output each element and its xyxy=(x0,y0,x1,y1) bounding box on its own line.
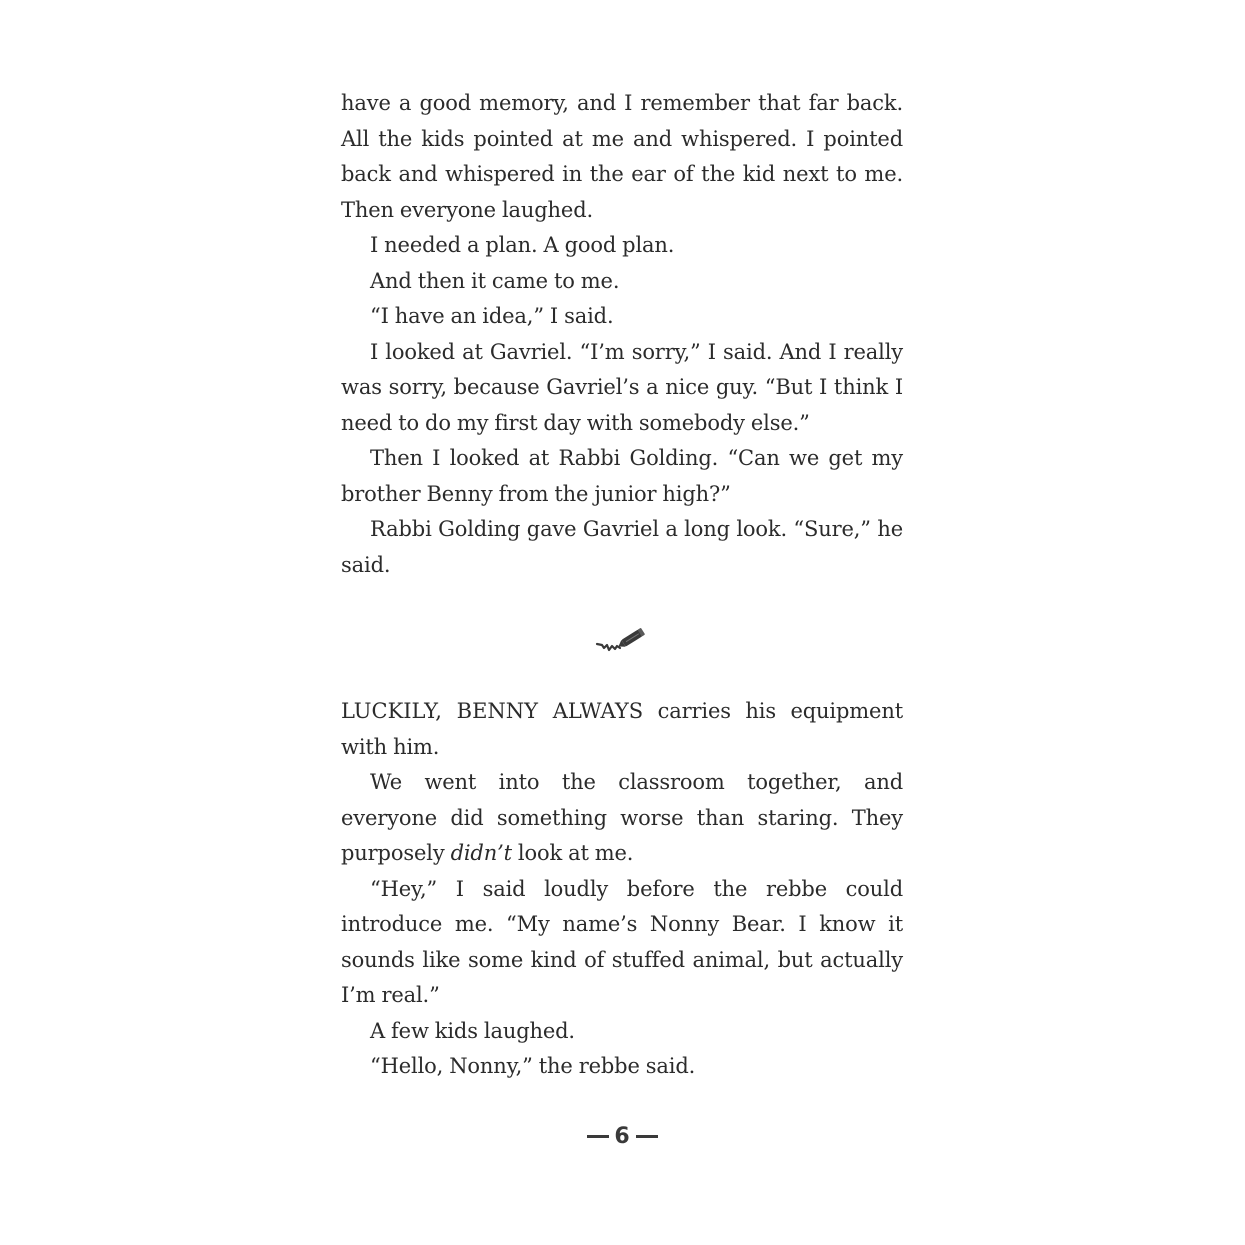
paragraph: “Hello, Nonny,” the rebbe said. xyxy=(370,1054,696,1078)
folio-dash-left xyxy=(587,1135,609,1138)
paragraph: A few kids laughed. xyxy=(370,1018,575,1043)
paragraph: Rabbi Golding gave Gavriel a long look. “Sure,” he said. xyxy=(341,517,903,577)
paragraph-text: We went into the classroom together, and everyone did something worse than staring. They purposely xyxy=(341,770,903,865)
text-block-one xyxy=(341,86,903,583)
paragraph: I needed a plan. A good plan. xyxy=(370,233,675,257)
paragraph: And then it came to me. xyxy=(370,268,620,293)
paragraph xyxy=(341,765,903,872)
page-number-folio xyxy=(0,1124,1245,1149)
paragraph: “I have an idea,” I said. xyxy=(370,304,614,328)
paragraph-continued: have a good memory, and I remember that far back. All the kids pointed at me and whispered. I pointed back and whispered in the ear of the kid next to me. Then everyone laughed. xyxy=(341,91,903,222)
page-number: 6 xyxy=(614,1124,631,1149)
paragraph: I looked at Gavriel. “I’m sorry,” I said. And I really was sorry, because Gavriel’s a nice guy. “But I think I need to do my first day with somebody else.” xyxy=(341,339,903,435)
pencil-scribble-icon xyxy=(594,624,650,658)
section-opening-paragraph xyxy=(341,694,903,765)
paragraph: Then I looked at Rabbi Golding. “Can we get my brother Benny from the junior high?” xyxy=(341,446,903,506)
paragraph-text: look at me. xyxy=(511,841,634,865)
lead-in-caps: LUCKILY, BENNY ALWAYS xyxy=(341,699,644,723)
paragraph: “Hey,” I said loudly before the rebbe could introduce me. “My name’s Nonny Bear. I know it sounds like some kind of stuffed animal, but actually I’m real.” xyxy=(341,876,903,1007)
folio-dash-right xyxy=(636,1135,658,1138)
italic-emphasis: didn’t xyxy=(450,841,512,865)
text-block-two xyxy=(341,694,903,1085)
lead-in-rest: carries his equipment with him. xyxy=(341,699,903,759)
